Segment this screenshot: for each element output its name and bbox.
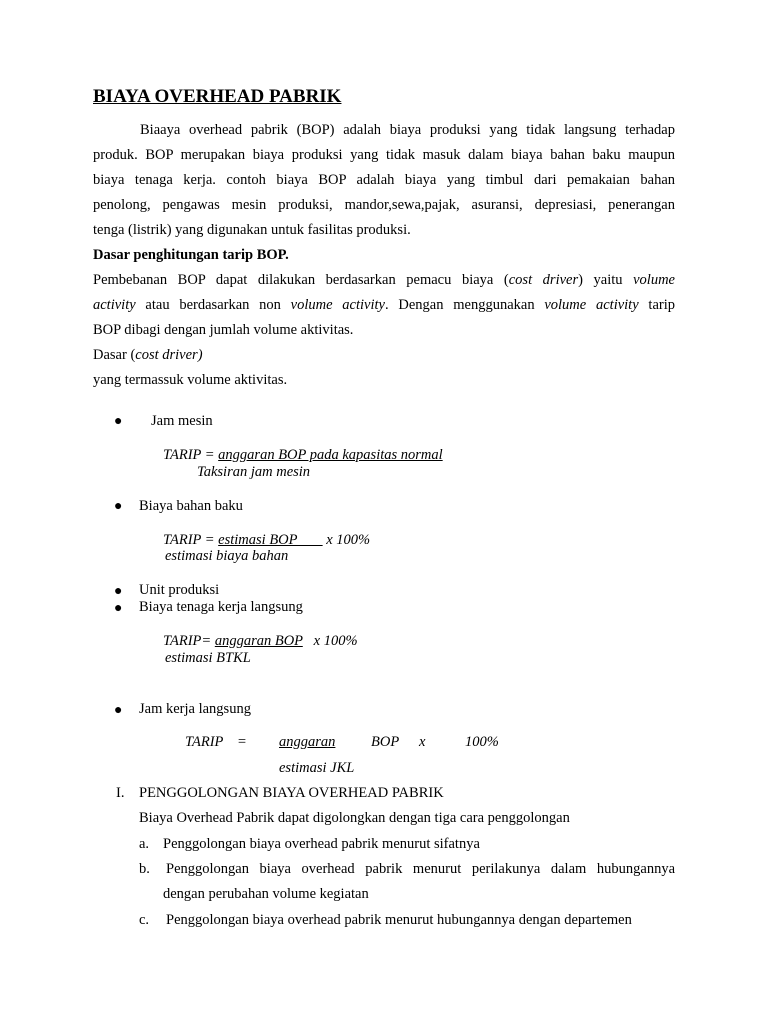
intro-line-4: penolong, pengawas mesin produksi, mandor,sewa,pajak, asuransi, depresiasi, penerangan — [93, 197, 675, 213]
bullet-icon: ● — [114, 584, 123, 599]
basis-text: Dasar ( — [93, 347, 136, 363]
basis-text: . Dengan menggunakan — [384, 297, 545, 313]
basis-line-1 — [93, 268, 675, 293]
basis-text: tarip — [638, 297, 675, 313]
bullet-unit-produksi: Unit produksi — [139, 582, 220, 598]
list-item-a: Penggolongan biaya overhead pabrik menurut sifatnya — [163, 836, 480, 852]
bullet-tenaga-kerja: Biaya tenaga kerja langsung — [139, 599, 303, 615]
formula-numerator: anggaran BOP — [214, 633, 303, 649]
intro-line-3: biaya tenaga kerja. contoh biaya BOP adalah biaya yang timbul dari pemakaian bahan — [93, 172, 675, 188]
formula-bahan-baku-numerator — [163, 532, 370, 549]
formula-lhs: TARIP = — [163, 532, 219, 548]
page-title: BIAYA OVERHEAD PABRIK — [93, 86, 342, 107]
intro-line-1: Biaaya overhead pabrik (BOP) adalah biaya produksi yang tidak langsung terhadap — [140, 122, 675, 138]
bullet-jam-kerja: Jam kerja langsung — [139, 701, 251, 717]
basis-heading: Dasar penghitungan tarip BOP. — [93, 247, 289, 263]
list-letter: a. — [139, 836, 150, 852]
basis-line-5: yang termassuk volume aktivitas. — [93, 372, 288, 388]
basis-term-volume-activity: volume activity — [290, 297, 385, 313]
bullet-icon: ● — [114, 414, 123, 429]
section-heading: PENGGOLONGAN BIAYA OVERHEAD PABRIK — [139, 785, 444, 801]
bullet-bahan-baku: Biaya bahan baku — [139, 498, 243, 514]
list-item-c: Penggolongan biaya overhead pabrik menurut hubungannya dengan departemen — [166, 912, 632, 928]
basis-text: ) yaitu — [578, 272, 634, 288]
basis-line-3: BOP dibagi dengan jumlah volume aktivitas. — [93, 322, 354, 338]
intro-line-5: tenga (listrik) yang digunakan untuk fasilitas produksi. — [93, 222, 411, 238]
basis-term-cost-driver: cost driver — [508, 272, 579, 288]
formula-jkl-percent: 100% — [465, 734, 499, 750]
formula-btkl-denominator: estimasi BTKL — [165, 650, 251, 666]
formula-multiplier: x 100% — [322, 532, 371, 548]
formula-numerator: anggaran BOP pada kapasitas normal — [218, 447, 443, 463]
list-letter: b. — [139, 861, 150, 877]
formula-bahan-baku-denominator: estimasi biaya bahan — [165, 548, 289, 564]
formula-lhs: TARIP = — [163, 447, 219, 463]
list-item-b: Penggolongan biaya overhead pabrik menurut perilakunya dalam hubungannya — [166, 861, 675, 877]
section-intro: Biaya Overhead Pabrik dapat digolongkan dengan tiga cara penggolongan — [139, 810, 570, 826]
formula-jam-mesin-numerator — [163, 447, 443, 464]
basis-text: atau berdasarkan non — [135, 297, 291, 313]
formula-jkl-equals: = — [237, 734, 247, 750]
basis-term-activity: activity — [93, 297, 136, 313]
basis-line-4 — [93, 343, 675, 368]
basis-term-volume: volume — [633, 272, 675, 288]
formula-multiplier: x 100% — [302, 633, 358, 649]
formula-jkl-times: x — [419, 734, 426, 750]
formula-numerator: estimasi BOP — [218, 532, 323, 548]
formula-jkl-numerator — [279, 734, 403, 751]
intro-line-2: produk. BOP merupakan biaya produksi yang tidak masuk dalam biaya bahan baku maupun — [93, 147, 675, 163]
bullet-icon: ● — [114, 703, 123, 718]
basis-text: Pembebanan BOP dapat dilakukan berdasarkan pemacu biaya ( — [93, 272, 509, 288]
formula-bop: BOP — [371, 734, 400, 750]
formula-jkl-tarip: TARIP — [185, 734, 224, 750]
formula-jkl-denominator: estimasi JKL — [279, 760, 355, 776]
bullet-jam-mesin: Jam mesin — [151, 413, 213, 429]
basis-term-cost-driver: cost driver) — [135, 347, 203, 363]
list-item-b-continued: dengan perubahan volume kegiatan — [163, 886, 369, 902]
section-numeral: I. — [116, 785, 125, 801]
formula-btkl-numerator — [163, 633, 358, 650]
formula-lhs: TARIP= — [163, 633, 215, 649]
formula-anggaran: anggaran — [279, 734, 336, 750]
list-letter: c. — [139, 912, 150, 928]
basis-line-2 — [93, 293, 675, 318]
formula-jam-mesin-denominator: Taksiran jam mesin — [197, 464, 311, 480]
bullet-icon: ● — [114, 499, 123, 514]
basis-term-volume-activity: volume activity — [544, 297, 639, 313]
bullet-icon: ● — [114, 601, 123, 616]
